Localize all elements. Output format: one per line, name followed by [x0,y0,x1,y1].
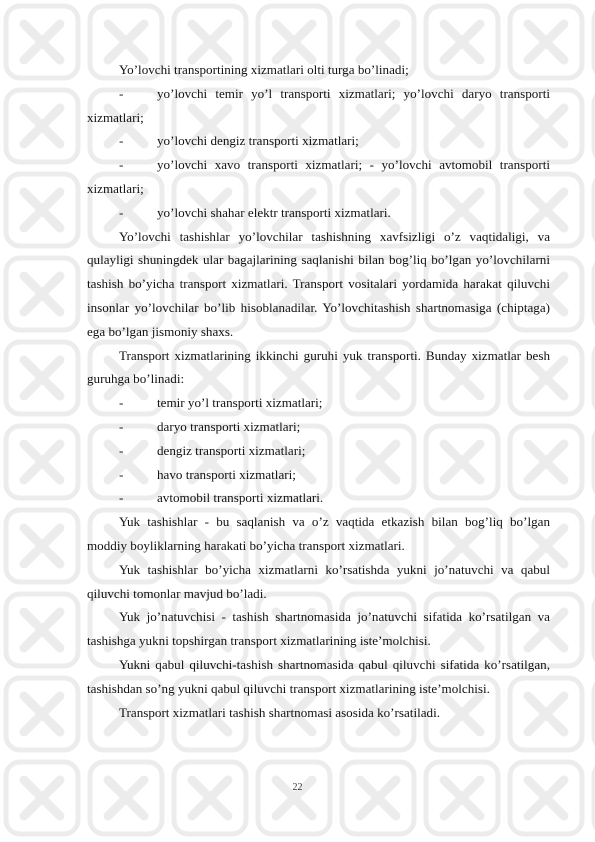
list-item-text: yo’lovchi dengiz transporti xizmatlari; [157,133,359,149]
list-item [87,415,550,439]
list-bullet: - [119,133,124,149]
list-bullet: - [119,85,124,101]
paragraph: Yukni qabul qiluvchi-tashish shartnomasida qabul qiluvchi sifatida ko’rsatilgan, tashishdan so’ng yukni qabul qiluvchi transport xizmatlarining iste’molchisi. [87,656,550,696]
document-body [87,58,550,724]
list-item-text: yo’lovchi shahar elektr transporti xizmatlari. [157,204,391,220]
list-item [87,486,550,510]
list-item-text: daryo transporti xizmatlari; [157,418,301,434]
paragraph: Yuk tashishlar bo’yicha xizmatlarni ko’rsatishda yukni jo’natuvchi va qabul qiluvchi tomonlar mavjud bo’ladi. [87,561,550,601]
list-item-text: havo transporti xizmatlari; [157,466,296,482]
list-item-text: yo’lovchi xavo transporti xizmatlari; - yo’lovchi avtomobil transporti xizmatlari; [87,157,550,196]
list-item [87,439,550,463]
list-item-text: yo’lovchi temir yo’l transporti xizmatlari; yo’lovchi daryo transporti xizmatlari; [87,85,550,125]
list-bullet: - [119,442,124,458]
page-number: 22 [292,782,303,793]
list-bullet: - [119,466,124,482]
list-item [87,129,550,153]
paragraph: Transport xizmatlari tashish shartnomasi asosida ko’rsatiladi. [119,704,440,720]
list-item [87,153,550,201]
list-bullet: - [119,418,124,434]
list-item [87,463,550,487]
paragraph: Yo’lovchi tashishlar yo’lovchilar tashishning xavfsizligi o’z vaqtidaligi, va qulayligi shuningdek ular bagajlarining saqlanishi bilan bog’liq bo’lgan yo’lovchilarni tashish bo’yicha transport xizmatlari. Transport vositalari yordamida harakat qiluvchi insonlar yo’lovchilar bo’lib hisoblanadilar. Yo’lovchitashish shartnomasiga (chiptaga) ega bo’lgan jismoniy shaxs. [87,228,550,339]
paragraph: Yo’lovchi transportining xizmatlari olti turga bo’linadi; [119,62,409,77]
list-bullet: - [119,157,124,173]
list-item [87,391,550,415]
list-bullet: - [119,395,124,411]
list-item-text: dengiz transporti xizmatlari; [157,442,306,458]
list-item [87,201,550,225]
list-item [87,82,550,130]
list-bullet: - [119,490,124,506]
paragraph: Yuk jo’natuvchisi - tashish shartnomasida jo’natuvchi sifatida ko’rsatilgan va tashishga yukni topshirgan transport xizmatlarining iste’molchisi. [87,609,550,649]
paragraph: Transport xizmatlarining ikkinchi guruhi yuk transporti. Bunday xizmatlar besh guruhga bo’linadi: [87,347,550,387]
list-item-text: temir yo’l transporti xizmatlari; [157,395,323,411]
list-bullet: - [119,204,124,220]
list-item-text: avtomobil transporti xizmatlari. [157,490,324,506]
paragraph: Yuk tashishlar - bu saqlanish va o’z vaqtida etkazish bilan bog’liq bo’lgan moddiy boyliklarning harakati bo’yicha transport xizmatlari. [87,514,550,553]
